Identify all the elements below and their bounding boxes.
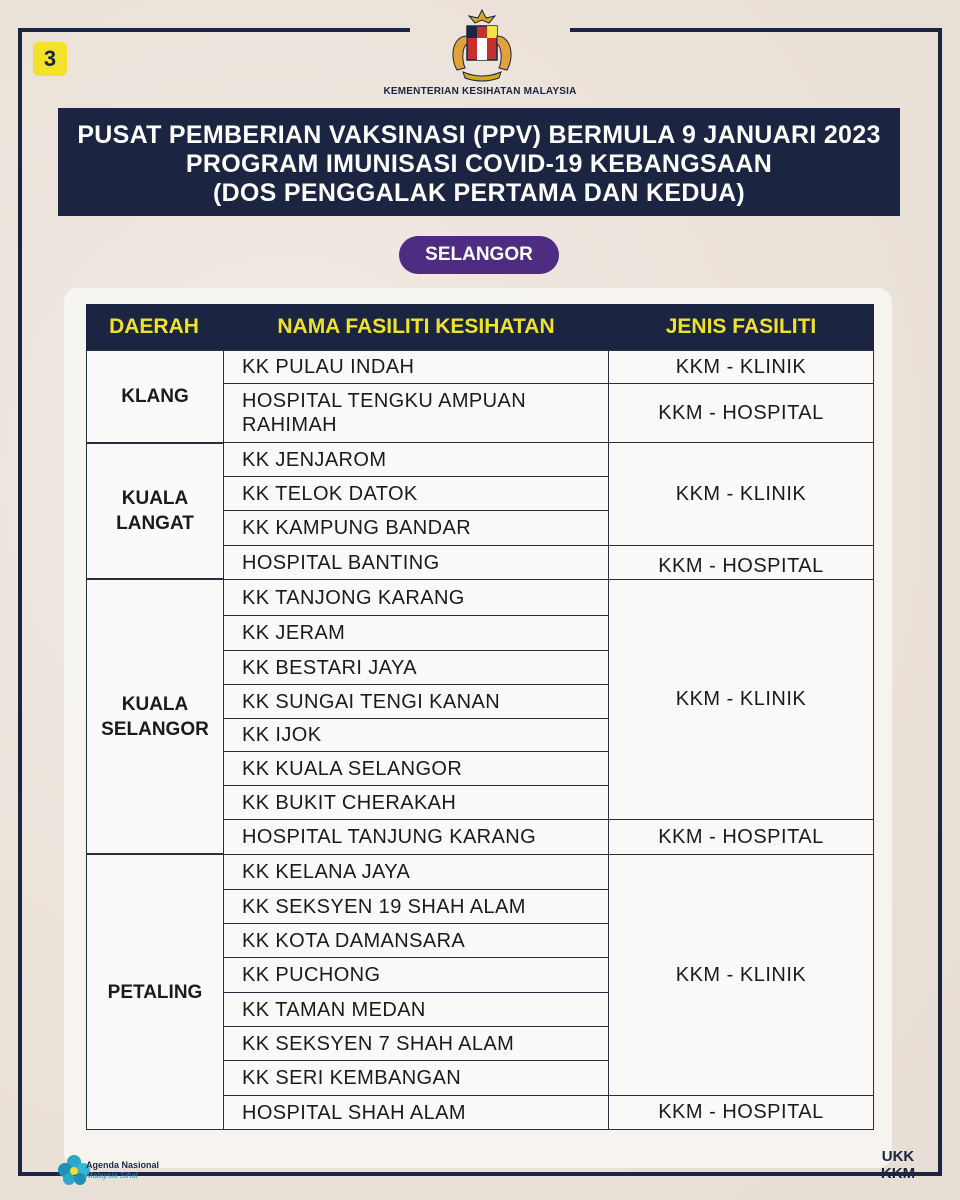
coat-of-arms-icon xyxy=(437,6,527,86)
district-cell: KUALA SELANGOR xyxy=(86,579,224,854)
agenda-line-2: Malaysia Sihat xyxy=(86,1171,139,1180)
table-header xyxy=(86,304,874,350)
facility-cell: KK TELOK DATOK xyxy=(223,476,609,511)
facility-cell: HOSPITAL BANTING xyxy=(223,545,609,580)
ministry-name: KEMENTERIAN KESIHATAN MALAYSIA xyxy=(383,86,577,97)
facility-type-cell: KKM - HOSPITAL xyxy=(608,545,874,580)
facility-cell: KK BESTARI JAYA xyxy=(223,650,609,685)
title-banner xyxy=(58,108,900,216)
facility-type-cell: KKM - KLINIK xyxy=(608,442,874,546)
page-number-badge: 3 xyxy=(33,42,67,76)
facility-cell: KK TAMAN MEDAN xyxy=(223,992,609,1027)
facility-cell: HOSPITAL SHAH ALAM xyxy=(223,1095,609,1130)
facility-cell: KK TANJONG KARANG xyxy=(223,579,609,616)
facility-cell: KK KOTA DAMANSARA xyxy=(223,923,609,958)
district-cell: KUALA LANGAT xyxy=(86,443,224,579)
border-frame-top-left xyxy=(18,28,410,32)
ukk-kkm-logo xyxy=(876,1148,920,1184)
title-line-1: PUSAT PEMBERIAN VAKSINASI (PPV) BERMULA 9 JANUARI 2023 xyxy=(77,121,881,149)
facility-cell: KK SERI KEMBANGAN xyxy=(223,1060,609,1096)
header-district: DAERAH xyxy=(109,315,199,338)
facility-cell: KK JENJAROM xyxy=(223,442,609,477)
facility-cell: KK KELANA JAYA xyxy=(223,854,609,890)
agenda-line-1: Agenda Nasional xyxy=(86,1160,160,1170)
facility-cell: HOSPITAL TENGKU AMPUAN RAHIMAH xyxy=(223,383,609,443)
facility-cell: KK SEKSYEN 19 SHAH ALAM xyxy=(223,889,609,924)
facility-cell: KK PULAU INDAH xyxy=(223,350,609,384)
facility-type-cell: KKM - KLINIK xyxy=(608,854,874,1096)
facility-type-cell: KKM - HOSPITAL xyxy=(608,383,874,443)
district-cell: PETALING xyxy=(86,854,224,1130)
facility-type-cell: KKM - KLINIK xyxy=(608,579,874,820)
table-body xyxy=(86,350,874,1130)
state-label: SELANGOR xyxy=(399,236,559,274)
facility-cell: KK SUNGAI TENGI KANAN xyxy=(223,684,609,719)
title-line-3: (DOS PENGGALAK PERTAMA DAN KEDUA) xyxy=(212,179,746,207)
agenda-nasional-logo xyxy=(56,1148,176,1188)
facility-type-cell: KKM - HOSPITAL xyxy=(608,1095,874,1130)
ukk-line-2: KKM xyxy=(880,1165,916,1182)
facility-cell: KK BUKIT CHERAKAH xyxy=(223,785,609,820)
facility-cell: KK IJOK xyxy=(223,718,609,752)
facility-cell: KK KAMPUNG BANDAR xyxy=(223,510,609,546)
facility-cell: KK JERAM xyxy=(223,615,609,651)
facility-type-cell: KKM - KLINIK xyxy=(608,350,874,384)
border-frame-top-right xyxy=(570,28,942,32)
facility-type-cell: KKM - HOSPITAL xyxy=(608,819,874,855)
facility-cell: KK KUALA SELANGOR xyxy=(223,751,609,786)
ukk-line-1: UKK xyxy=(881,1148,915,1165)
facility-cell: HOSPITAL TANJUNG KARANG xyxy=(223,819,609,855)
header-facility-type: JENIS FASILITI xyxy=(665,315,817,338)
header-facility-name: NAMA FASILITI KESIHATAN xyxy=(277,315,555,338)
district-cell: KLANG xyxy=(86,350,224,443)
title-line-2: PROGRAM IMUNISASI COVID-19 KEBANGSAAN xyxy=(185,150,773,178)
facility-cell: KK PUCHONG xyxy=(223,957,609,993)
facility-cell: KK SEKSYEN 7 SHAH ALAM xyxy=(223,1026,609,1061)
